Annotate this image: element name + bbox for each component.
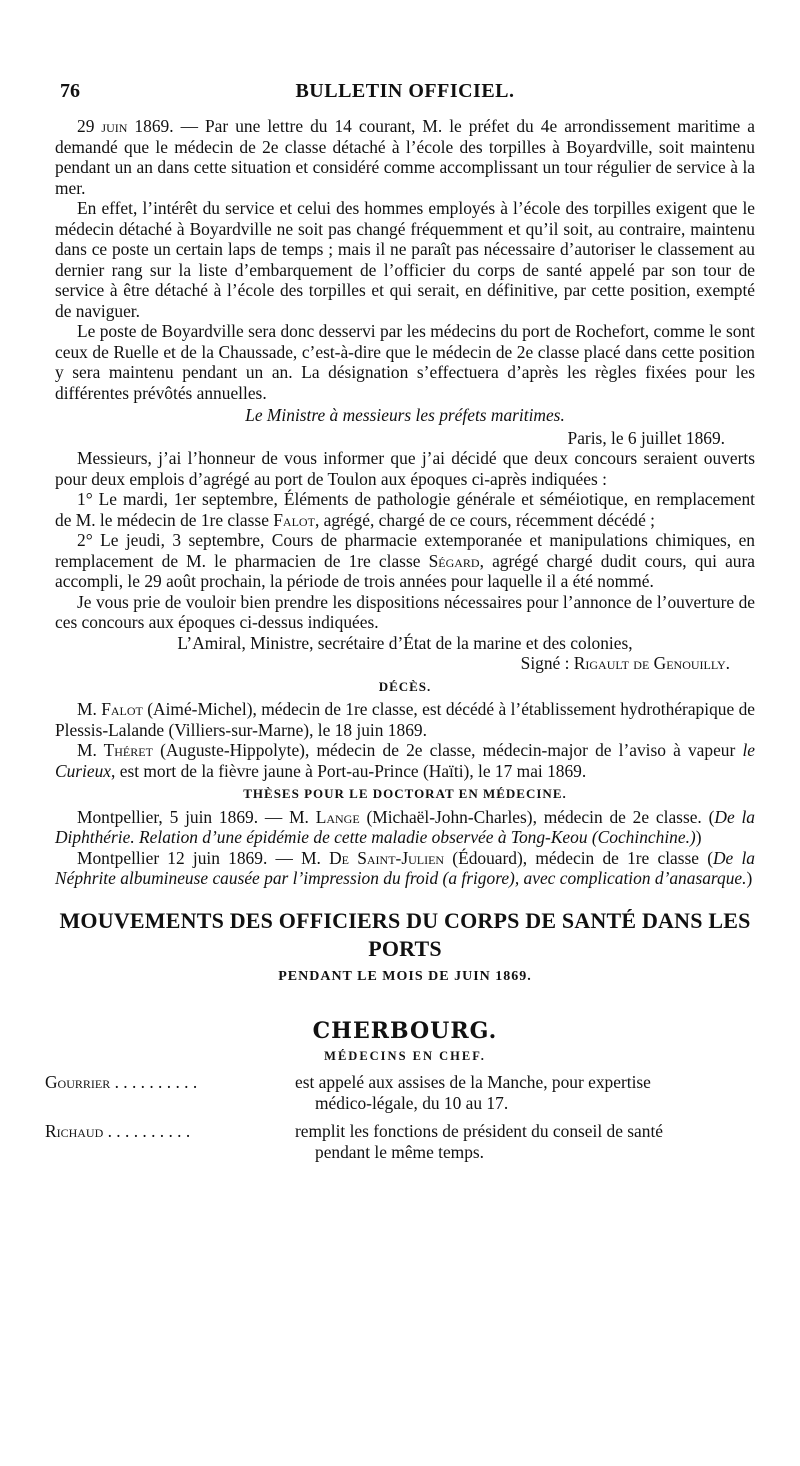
- letter-signatory: L’Amiral, Ministre, secrétaire d’État de la marine et des colonies,: [177, 632, 633, 653]
- paragraph-service-interest: En effet, l’intérêt du service et celui des hommes employés à l’école des torpilles exigent que le médecin détaché à Boyardville ne soit pas changé fréquemment et qu’il soit, au contraire, maintenu dans ce poste un certain laps de temps ; mais il ne paraît pas nécessaire d’autoriser le classement au dernier rang sur la liste d’embarquement de l’officier du corps de santé appelé par son tour de service à être détaché à l’école des torpilles et qui serait, en définitive, par cette position, exempté de naviguer.: [55, 198, 755, 321]
- deces-text-theret-a: (Auguste-Hippolyte), médecin de 2e classe, médecin-major de l’aviso à vapeur: [152, 740, 743, 760]
- letter-closing: Je vous prie de vouloir bien prendre les dispositions nécessaires pour l’annonce de l’ouverture de ces concours aux époques ci-dessus indiquées.: [55, 591, 755, 632]
- deces-name-theret: M. Théret: [77, 740, 153, 760]
- these-text-lange: (Michaël-John-Charles), médecin de 2e classe. (: [359, 806, 715, 827]
- deces-entry-theret: [55, 740, 755, 781]
- item2-name: Ségard: [428, 550, 480, 571]
- these-close-lange: ): [695, 827, 702, 847]
- deces-name-falot: M. Falot: [77, 699, 143, 719]
- item1-lead: 1° Le mardi, 1er septembre, Éléments de pathologie générale et séméiotique, en remplacement de M. le médecin de 1re classe: [55, 489, 755, 530]
- description-line-2: médico-légale, du 10 au 17.: [315, 1092, 509, 1113]
- deces-text-theret-b: , est mort de la fièvre jaune à Port-au-Prince (Haïti), le 17 mai 1869.: [111, 760, 587, 781]
- officer-name: [45, 1121, 295, 1142]
- officer-name-text: Richaud: [45, 1121, 104, 1141]
- letter-intro: Messieurs, j’ai l’honneur de vous informer que j’ai décidé que deux concours seraient ouverts pour deux emplois d’agrégé au port de Toulon aux époques ci-après indiquées :: [55, 448, 755, 489]
- these-title-lange: De la Diphthérie. Relation d’une épidémie de cette maladie observée à Tong-Keou (Cochinchine.): [55, 806, 756, 847]
- document-body: [45, 116, 756, 1170]
- these-text-saint-julien: (Édouard), médecin de 1re classe (: [444, 847, 713, 868]
- paragraph-circular-boyardville: [55, 116, 755, 198]
- letter-item-2: [55, 530, 755, 592]
- ship-name: le Curieux: [55, 740, 755, 781]
- these-title-saint-julien: De la Néphrite albumineuse causée par l’impression du froid (a frigore), avec complication d’anasarque.: [55, 847, 756, 888]
- these-lead-saint-julien: Montpellier 12 juin 1869. — M.: [77, 847, 330, 868]
- mouvements-subheading: PENDANT LE MOIS DE JUIN 1869.: [278, 968, 532, 984]
- item1-tail: , agrégé, chargé de ce cours, récemment décédé ;: [314, 509, 655, 530]
- list-item: [45, 1072, 755, 1113]
- description-line-1: est appelé aux assises de la Manche, pour expertise: [295, 1072, 651, 1092]
- cherbourg-heading: CHERBOURG.: [312, 1018, 498, 1044]
- mouvements-heading: MOUVEMENTS DES OFFICIERS DU CORPS DE SANTÉ DANS LES PORTS: [59, 907, 751, 961]
- officer-name: [45, 1072, 295, 1093]
- officer-name-text: Gourrier: [45, 1072, 111, 1092]
- running-title: BULLETIN OFFICIEL.: [295, 80, 515, 102]
- description-line-2: pendant le même temps.: [315, 1141, 485, 1162]
- deces-entry-falot: [55, 699, 755, 740]
- paragraph-poste-boyardville: Le poste de Boyardville sera donc desservi par les médecins du port de Rochefort, comme le sont ceux de Ruelle et de la Chaussade, c’est-à-dire que le médecin de 2e classe placé dans cette position y sera maintenu pendant un an. La désignation s’effectuera d’après les règles fixées pour les différentes prévôtés annuelles.: [55, 321, 755, 403]
- signature-name: Rigault de Genouilly.: [573, 653, 730, 673]
- these-name-lange: Lange: [315, 806, 360, 827]
- these-entry-lange: [55, 807, 755, 848]
- medecins-en-chef-heading: MÉDECINS EN CHEF.: [324, 1048, 486, 1063]
- theses-heading: THÈSES POUR LE DOCTORAT EN MÉDECINE.: [243, 786, 567, 801]
- signature-label: Signé :: [520, 653, 574, 673]
- item2-lead: 2° Le jeudi, 3 septembre, Cours de pharmacie extemporanée et manipulations chimiques, en remplacement de M. le pharmacien de 1re classe: [55, 530, 755, 571]
- these-lead-lange: Montpellier, 5 juin 1869. — M.: [77, 806, 316, 827]
- dot-leader: . . . . . . . . . .: [110, 1072, 198, 1092]
- deces-heading: DÉCÈS.: [378, 678, 432, 694]
- list-item: [45, 1121, 755, 1162]
- description-line-1: remplit les fonctions de président du conseil de santé: [295, 1121, 664, 1141]
- item1-name: Falot: [273, 509, 315, 530]
- officer-description: [295, 1072, 745, 1113]
- page-number: 76: [60, 80, 80, 102]
- these-name-saint-julien: De Saint-Julien: [329, 847, 445, 868]
- letter-item-1: [55, 489, 755, 530]
- these-close-saint-julien: ): [746, 868, 753, 888]
- officer-description: [295, 1121, 745, 1162]
- letter-title: Le Ministre à messieurs les préfets maritimes.: [245, 405, 565, 425]
- dot-leader: . . . . . . . . . .: [103, 1121, 191, 1141]
- circular-text: — Par une lettre du 14 courant, M. le préfet du 4e arrondissement maritime a demandé que le médecin de 2e classe détaché à l’école des torpilles à Boyardville, soit maintenu pendant un an dans cette situation et considéré comme accomplissant un tour régulier de service à la mer.: [55, 116, 755, 198]
- letter-signature: [55, 653, 755, 674]
- circular-date: 29 juin 1869.: [77, 116, 174, 136]
- deces-text-falot: (Aimé-Michel), médecin de 1re classe, est décédé à l’établissement hydrothérapique de Plessis-Lalande (Villiers-sur-Marne), le 18 juin 1869.: [55, 699, 755, 740]
- letter-place-date: Paris, le 6 juillet 1869.: [567, 427, 725, 448]
- page-header: [60, 80, 750, 110]
- these-entry-saint-julien: [55, 848, 755, 889]
- item2-tail: , agrégé chargé dudit cours, qui aura accompli, le 29 août prochain, la période de trois années pour laquelle il a été nommé.: [55, 550, 755, 591]
